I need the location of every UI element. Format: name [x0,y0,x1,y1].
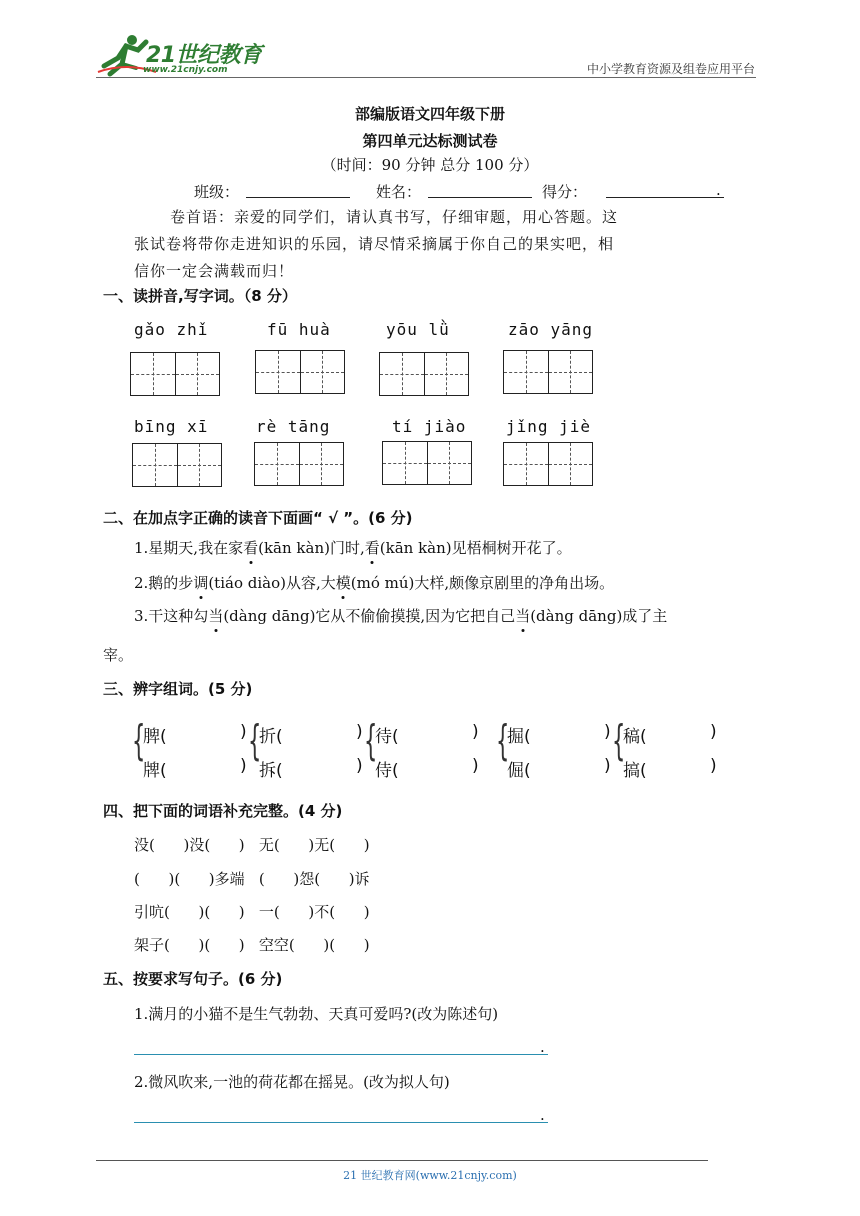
q-text: 1.星期天,我在家 [134,539,244,557]
answer-grid-6[interactable] [254,442,344,486]
class-label: 班级： [194,183,240,201]
group-2-top: 折( [259,727,283,747]
pinyin-4: zāo yāng [508,320,594,339]
idiom-row-4[interactable]: 架子( )( ) 空空( )( ) [134,936,370,954]
brace-icon: { [496,716,510,765]
question-5-1: 1.满月的小猫不是生气勃勃、天真可爱吗?(改为陈述句) [134,1005,499,1023]
section-4-heading: 四、把下面的词语补充完整。(4 分) [103,802,343,820]
answer-grid-4[interactable] [503,350,593,394]
paren: ) [356,722,363,742]
question-2-3 [134,605,667,626]
answer-grid-3[interactable] [379,352,469,396]
question-2-1 [134,537,572,558]
paren: ) [356,756,363,776]
dotted-char: 看 [243,539,259,557]
preface-line-3: 信你一定会满载而归！ [134,262,295,280]
brace-icon: { [612,716,626,765]
group-3-bottom: 侍( [375,761,399,781]
pinyin-choice[interactable]: (kān kàn)门时, [258,539,365,557]
header-divider [96,77,756,78]
group-5-bottom: 搞( [623,761,647,781]
pinyin-1: gǎo zhǐ [134,320,209,339]
brace-icon: { [364,716,378,765]
pinyin-choice[interactable]: (kān kàn)见梧桐树开花了。 [379,539,572,557]
word-groups [132,716,752,782]
answer-grid-8[interactable] [503,442,593,486]
section-1-heading: 一、读拼音,写字词。（8 分） [103,287,297,305]
section-5-heading: 五、按要求写句子。(6 分) [103,970,283,988]
pinyin-6: rè tāng [256,417,331,436]
preface-line-1: 卷首语：亲爱的同学们，请认真书写，仔细审题，用心答题。这 [170,208,619,226]
pinyin-3: yōu lǜ [386,320,450,339]
pinyin-choice[interactable]: (dàng dāng)成了主 [530,607,668,625]
group-5-top: 稿( [623,727,647,747]
question-2-3-cont: 宰。 [103,646,134,664]
paren: ) [240,722,247,742]
group-1-bottom: 牌( [143,761,167,781]
pinyin-7: tí jiào [392,417,467,436]
score-label: 得分： [542,183,588,201]
paren: ) [710,756,717,776]
name-label: 姓名： [376,183,422,201]
dotted-char: 当 [515,607,531,625]
question-2-2 [134,572,614,593]
q-text: 3.干这种勾 [134,607,209,625]
idiom-row-3[interactable]: 引吭( )( ) 一( )不( ) [134,903,370,921]
preface-line-2: 张试卷将带你走进知识的乐园，请尽情采摘属于你自己的果实吧，相 [134,235,615,253]
q-text: 2.鹅的步 [134,574,194,592]
group-1-top: 脾( [143,727,167,747]
logo-text: 21世纪教育 [146,43,262,68]
dotted-char: 调 [193,574,209,592]
answer-grid-2[interactable] [255,350,345,394]
exam-subtitle: 第四单元达标测试卷 [362,132,498,150]
pinyin-2: fū huà [267,320,331,339]
section-2-heading: 二、在加点字正确的读音下面画“ √ ”。(6 分) [103,509,413,527]
score-end-mark: . [716,181,721,199]
exam-title: 部编版语文四年级下册 [354,105,505,123]
section-3-heading: 三、辨字组词。(5 分) [103,680,253,698]
idiom-row-1[interactable]: 没( )没( ) 无( )无( ) [134,836,370,854]
dotted-char: 模 [335,574,351,592]
answer-line-1[interactable] [134,1054,548,1055]
idiom-row-2[interactable]: ( )( )多端 ( )怨( )诉 [134,870,370,888]
brace-icon: { [132,716,146,765]
pinyin-choice[interactable]: (dàng dāng)它从不偷偷摸摸,因为它把自己 [223,607,516,625]
platform-name: 中小学教育资源及组卷应用平台 [586,62,755,76]
group-3-top: 待( [375,727,399,747]
group-4-bottom: 倔( [507,761,531,781]
name-field[interactable] [428,197,532,198]
group-4-top: 掘( [507,727,531,747]
answer-grid-5[interactable] [132,443,222,487]
exam-time: （时间：90 分钟 总分 100 分） [321,156,539,174]
logo-url: www.21cnjy.com [143,65,228,75]
pinyin-choice[interactable]: (mó mú)大样,颇像京剧里的净角出场。 [350,574,615,592]
pinyin-choice[interactable]: (tiáo diào)从容,大 [208,574,336,592]
footer-divider [96,1160,708,1161]
answer-1-end: . [540,1038,545,1056]
answer-grid-1[interactable] [130,352,220,396]
paren: ) [604,722,611,742]
answer-2-end: . [540,1106,545,1124]
answer-line-2[interactable] [134,1122,548,1123]
paren: ) [710,722,717,742]
paren: ) [240,756,247,776]
paren: ) [604,756,611,776]
dotted-char: 当 [208,607,224,625]
paren: ) [472,756,479,776]
brace-icon: { [248,716,262,765]
question-5-2: 2.微风吹来,一池的荷花都在摇晃。(改为拟人句) [134,1073,450,1091]
paren: ) [472,722,479,742]
answer-grid-7[interactable] [382,441,472,485]
pinyin-5: bīng xī [134,417,209,436]
class-field[interactable] [246,197,350,198]
score-field[interactable] [606,197,724,198]
group-2-bottom: 拆( [259,761,283,781]
dotted-char: 看 [364,539,380,557]
footer-link[interactable]: 21 世纪教育网(www.21cnjy.com) [343,1169,517,1182]
pinyin-8: jǐng jiè [506,417,592,436]
